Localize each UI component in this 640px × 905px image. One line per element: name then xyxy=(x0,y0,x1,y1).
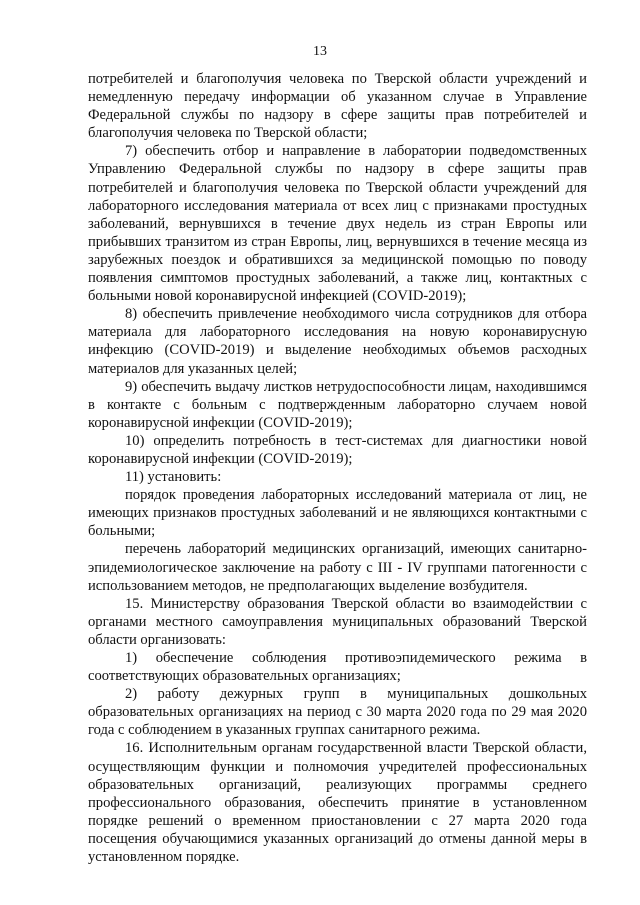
page-number: 13 xyxy=(313,44,327,59)
paragraph-item-7: 7) обеспечить отбор и направление в лаборатории подведомственных Управлению Федеральной службы по надзору в сфере защиты прав потребителей и благополучия человека по Тверской области учреждений для лабораторного исследования материала от всех лиц с признаками простудных заболеваний, вернувшихся в течение двух недель из стран Европы или прибывших транзитом из стран Европы, лиц, вернувшихся в течение месяца из зарубежных поездок и обратившихся за медицинской помощью по поводу появления симптомов простудных заболеваний, а также лиц, контактных с больными новой коронавирусной инфекцией (COVID-2019); xyxy=(88,143,587,305)
paragraph-item-8: 8) обеспечить привлечение необходимого числа сотрудников для отбора материала для лабораторного исследования на новую коронавирусную инфекцию (COVID-2019) и выделение необходимых объемов расходных материалов для указанных целей; xyxy=(88,306,587,377)
paragraph-item-11-lab-list: перечень лабораторий медицинских организаций, имеющих санитарно-эпидемиологическое заключение на работу с III - IV группами патогенности с использованием методов, не предполагающих выделение возбудителя. xyxy=(88,541,587,594)
paragraph-item-11-procedure: порядок проведения лабораторных исследований материала от лиц, не имеющих признаков простудных заболеваний и не являющихся контактными с больными; xyxy=(88,487,587,540)
paragraph-section-15-item-2: 2) работу дежурных групп в муниципальных дошкольных образовательных организациях на период с 30 марта 2020 года по 29 мая 2020 года с соблюдением в указанных группах санитарного режима. xyxy=(88,686,587,739)
paragraph-item-9: 9) обеспечить выдачу листков нетрудоспособности лицам, находившимся в контакте с больным с подтвержденным лабораторно случаем новой коронавирусной инфекции (COVID-2019); xyxy=(88,378,587,431)
paragraph-continuation: потребителей и благополучия человека по Тверской области учреждений и немедленную передачу информации об указанном случае в Управление Федеральной службы по надзору в сфере защиты прав потребителей и благополучия человека по Тверской области; xyxy=(88,71,587,142)
paragraph-item-10: 10) определить потребность в тест-системах для диагностики новой коронавирусной инфекции (COVID-2019); xyxy=(88,432,587,467)
paragraph-section-15: 15. Министерству образования Тверской области во взаимодействии с органами местного самоуправления муниципальных образований Тверской области организовать: xyxy=(88,595,587,648)
paragraph-item-11: 11) установить: xyxy=(125,469,222,486)
document-body xyxy=(88,70,587,866)
paragraph-section-15-item-1: 1) обеспечение соблюдения противоэпидемического режима в соответствующих образовательных организациях; xyxy=(88,650,587,685)
paragraph-section-16: 16. Исполнительным органам государственной власти Тверской области, осуществляющим функции и полномочия учредителей профессиональных образовательных организаций, реализующих программы среднего профессионального образования, обеспечить принятие в установленном порядке решений о временном приостановлении с 27 марта 2020 года посещения обучающимися указанных организаций до отмены данной меры в установленном порядке. xyxy=(88,740,587,866)
